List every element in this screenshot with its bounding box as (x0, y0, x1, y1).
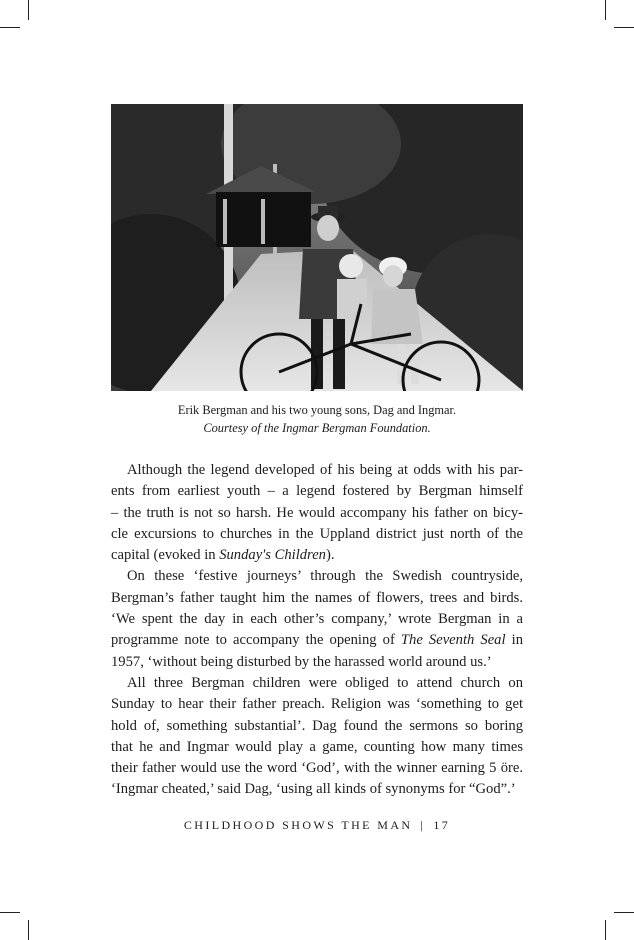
text-line (111, 630, 523, 651)
text-line: that he and Ingmar would play a game, counting how many times (111, 738, 523, 755)
text-line: Although the legend developed of his being at odds with his par- (127, 462, 523, 478)
family-bicycle-photo (111, 104, 523, 391)
paragraph-3 (111, 673, 523, 801)
text-line: All three Bergman children were obliged to attend church on (127, 674, 523, 691)
text-run: capital (evoked in (111, 547, 220, 564)
text-line: On these ‘festive journeys’ through the Swedish countryside, (127, 568, 523, 585)
text-line: ‘Ingmar cheated,’ said Dag, ‘using all kinds of synonyms for “God”.’ (111, 781, 516, 798)
crop-mark-top-left-h (0, 27, 20, 28)
paragraph-2 (111, 566, 523, 672)
text-line: their father would use the word ‘God’, with the winner earning 5 öre. (111, 760, 523, 777)
text-line: cle excursions to churches in the Uppland district just north of the (111, 525, 523, 542)
crop-mark-bottom-left-v (28, 920, 29, 940)
crop-mark-bottom-left-h (0, 912, 20, 913)
running-head: CHILDHOOD SHOWS THE MAN (183, 818, 413, 832)
caption-credit: Courtesy of the Ingmar Bergman Foundation. (203, 421, 431, 435)
text-run: programme note to accompany the opening of (111, 632, 401, 649)
text-line: hold of, something substantial’. Dag found the sermons so boring (111, 717, 523, 734)
film-title: Sunday's Children (219, 547, 326, 564)
text-line: 1957, ‘without being disturbed by the harassed world around us.’ (111, 653, 492, 670)
text-run: ). (325, 547, 335, 564)
text-line (111, 545, 523, 566)
text-line: Sunday to hear their father preach. Religion was ‘something to get (111, 696, 523, 713)
crop-mark-bottom-right-h (614, 912, 634, 913)
text-line: ‘We spent the day in each other’s company,’ wrote Bergman in a (111, 611, 523, 628)
crop-mark-bottom-right-v (605, 920, 606, 940)
text-line: Bergman’s father taught him the names of flowers, trees and birds. (111, 589, 523, 606)
caption-text: Erik Bergman and his two young sons, Dag and Ingmar. (177, 403, 457, 417)
text-line: – the truth is not so harsh. He would accompany his father on bicy- (111, 504, 523, 521)
footer-separator: | (420, 818, 426, 832)
crop-mark-top-right-h (614, 27, 634, 28)
body-text (111, 460, 523, 801)
crop-mark-top-right-v (605, 0, 606, 20)
text-line: ents from earliest youth – a legend fostered by Bergman himself (111, 483, 523, 500)
family-bicycle-photo-icon (111, 104, 523, 391)
crop-mark-top-left-v (28, 0, 29, 20)
text-run: in (505, 632, 523, 649)
photo-caption (111, 401, 523, 437)
paragraph-1 (111, 460, 523, 566)
film-title: The Seventh Seal (400, 632, 506, 649)
page-number: 17 (433, 818, 451, 832)
page-footer (111, 818, 523, 833)
